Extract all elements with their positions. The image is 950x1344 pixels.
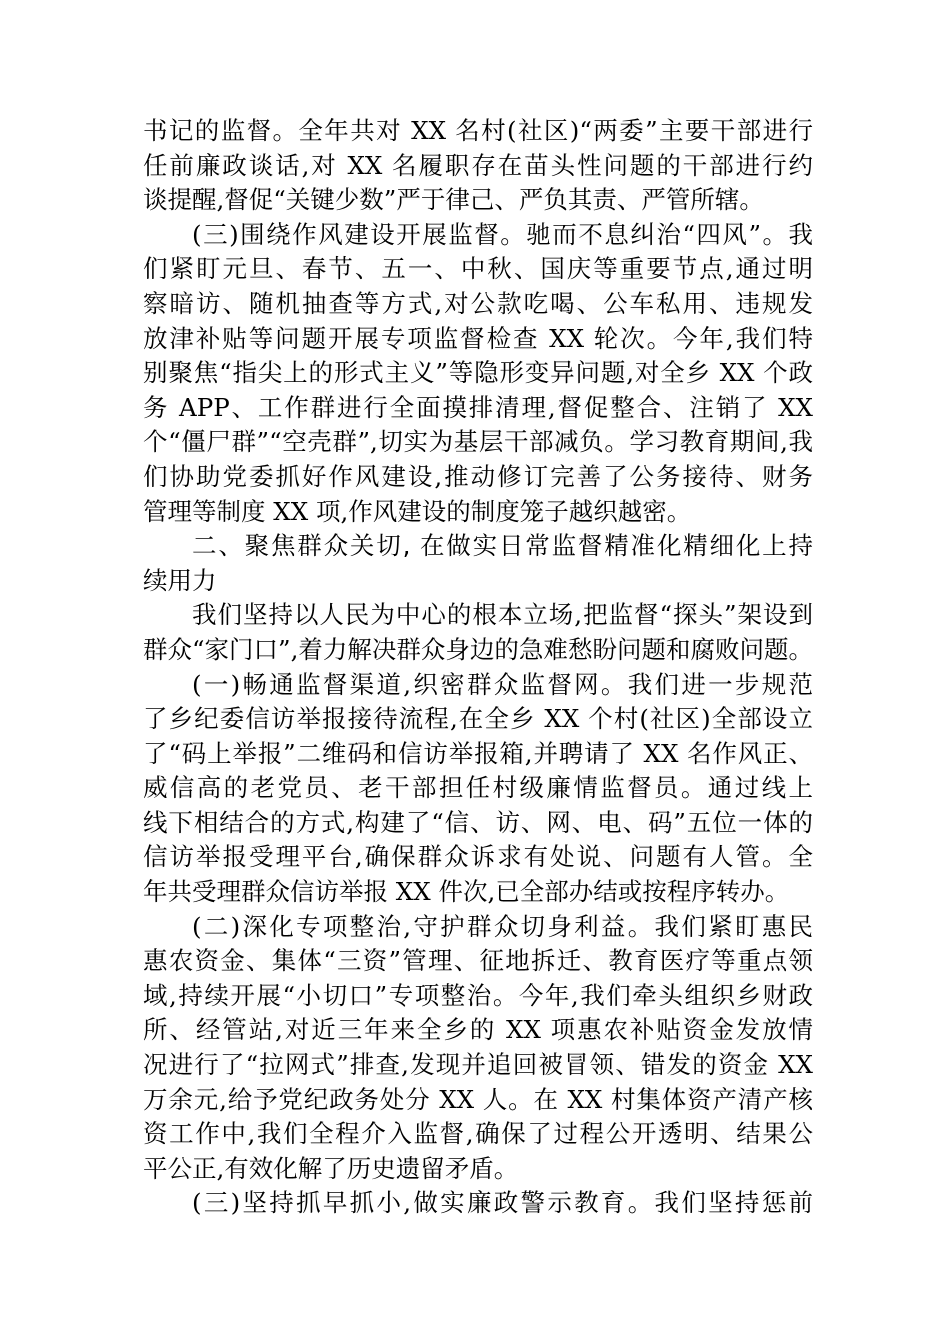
- document-body: [143, 114, 813, 1221]
- paragraph-line: 了乡纪委信访举报接待流程,在全乡 XX 个村(社区)全部设立: [143, 704, 813, 734]
- paragraph-line: 况进行了“拉网式”排查,发现并追回被冒领、错发的资金 XX: [143, 1050, 813, 1080]
- paragraph-line: 平公正,有效化解了历史遗留矛盾。: [143, 1153, 519, 1183]
- paragraph-line: 别聚焦“指尖上的形式主义”等隐形变异问题,对全乡 XX 个政: [143, 358, 813, 388]
- paragraph-line: (三)围绕作风建设开展监督。驰而不息纠治“四风”。我: [192, 219, 813, 249]
- paragraph-line: 了“码上举报”二维码和信访举报箱,并聘请了 XX 名作风正、: [143, 738, 813, 768]
- section-heading-line: 续用力: [143, 565, 217, 595]
- paragraph-line: 群众“家门口”,着力解决群众身边的急难愁盼问题和腐败问题。: [143, 634, 813, 664]
- paragraph-line: 资工作中,我们全程介入监督,确保了过程公开透明、结果公: [143, 1119, 813, 1149]
- paragraph-line: 们协助党委抓好作风建设,推动修订完善了公务接待、财务: [143, 461, 813, 491]
- paragraph-line: 务 APP、工作群进行全面摸排清理,督促整合、注销了 XX: [143, 392, 813, 422]
- paragraph-line: 察暗访、随机抽查等方式,对公款吃喝、公车私用、违规发: [143, 288, 813, 318]
- paragraph-line: 年共受理群众信访举报 XX 件次,已全部办结或按程序转办。: [143, 877, 790, 907]
- paragraph-line: 线下相结合的方式,构建了“信、访、网、电、码”五位一体的: [143, 807, 813, 837]
- paragraph-line: 管理等制度 XX 项,作风建设的制度笼子越织越密。: [143, 496, 692, 526]
- paragraph-line: 所、经管站,对近三年来全乡的 XX 项惠农补贴资金发放情: [143, 1015, 813, 1045]
- paragraph-line: 们紧盯元旦、春节、五一、中秋、国庆等重要节点,通过明: [143, 254, 813, 284]
- paragraph-line: 谈提醒,督促“关键少数”严于律己、严负其责、严管所辖。: [143, 185, 764, 215]
- paragraph-line: (三)坚持抓早抓小,做实廉政警示教育。我们坚持惩前: [192, 1188, 813, 1218]
- paragraph-line: (二)深化专项整治,守护群众切身利益。我们紧盯惠民: [192, 911, 813, 941]
- paragraph-line: 我们坚持以人民为中心的根本立场,把监督“探头”架设到: [192, 600, 813, 630]
- paragraph-line: (一)畅通监督渠道,织密群众监督网。我们进一步规范: [192, 669, 813, 699]
- paragraph-line: 威信高的老党员、老干部担任村级廉情监督员。通过线上: [143, 773, 813, 803]
- paragraph-line: 惠农资金、集体“三资”管理、征地拆迁、教育医疗等重点领: [143, 946, 813, 976]
- paragraph-line: 个“僵尸群”“空壳群”,切实为基层干部减负。学习教育期间,我: [143, 427, 813, 457]
- section-heading-line: 二、聚焦群众关切, 在做实日常监督精准化精细化上持: [192, 531, 813, 561]
- paragraph-line: 任前廉政谈话,对 XX 名履职存在苗头性问题的干部进行约: [143, 150, 813, 180]
- paragraph-line: 书记的监督。全年共对 XX 名村(社区)“两委”主要干部进行: [143, 116, 813, 145]
- paragraph-line: 万余元,给予党纪政务处分 XX 人。在 XX 村集体资产清产核: [143, 1084, 813, 1114]
- paragraph-line: 放津补贴等问题开展专项监督检查 XX 轮次。今年,我们特: [143, 323, 813, 353]
- paragraph-line: 域,持续开展“小切口”专项整治。今年,我们牵头组织乡财政: [143, 980, 813, 1010]
- paragraph-line: 信访举报受理平台,确保群众诉求有处说、问题有人管。全: [143, 842, 813, 872]
